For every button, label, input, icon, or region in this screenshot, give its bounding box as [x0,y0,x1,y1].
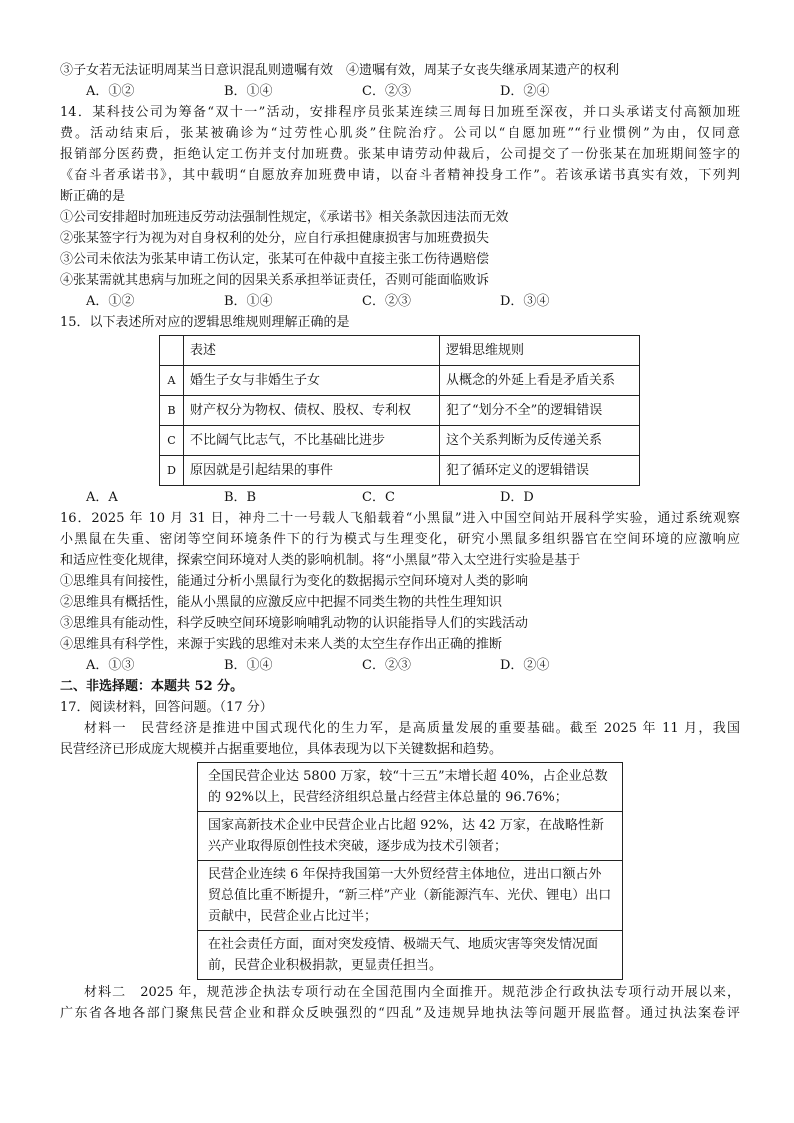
table-cell: 财产权分为物权、债权、股权、专利权 [184,396,440,426]
data-box-item: 全国民营企业达 5800 万家，较“十三五”末增长超 40%，占企业总数的 92%以上，民营经济组织总量占经营主体总量的 96.76%； [198,763,622,812]
data-box-item: 国家高新技术企业中民营企业占比超 92%，达 42 万家，在战略性新兴产业取得原创性技术突破，逐步成为技术引领者； [198,812,622,861]
q15-choice-a[interactable]: A．A [86,490,118,505]
q16-statement-3: ③思维具有能动性，科学反映空间环境影响哺乳动物的认识能指导人们的实践活动 [60,616,529,631]
table-cell: 不比阔气比志气，不比基础比进步 [184,426,440,456]
q16-choice-b[interactable]: B．①④ [224,658,273,673]
table-cell: 犯了“划分不全”的逻辑错误 [440,396,640,426]
q14-choice-b[interactable]: B．①④ [224,294,273,309]
table-header-row [160,336,640,366]
table-cell: 婚生子女与非婚生子女 [184,366,440,396]
q17-material1-line-1: 材料一 民营经济是推进中国式现代化的生力军，是高质量发展的重要基础。截至 2025 年 11 月，我国 [84,721,740,736]
data-box-item: 民营企业连续 6 年保持我国第一大外贸经营主体地位，进出口额占外贸总值比重不断提升，“新三样”产业（新能源汽车、光伏、锂电）出口贡献中，民营企业占比过半； [198,861,622,931]
q17-data-box [197,762,623,980]
data-box-item: 在社会责任方面，面对突发疫情、极端天气、地质灾害等突发情况面前，民营企业积极捐款，更显责任担当。 [208,937,599,973]
q13-choices [60,81,740,102]
table-cell-label: D [160,456,184,486]
q14-stem-line-5: 断正确的是 [60,189,126,204]
q17-material2-line-2: 广东省各地各部门聚焦民营企业和群众反映强烈的“四乱”及违规异地执法等问题开展监督。通过执法案卷评 [60,1006,740,1021]
q14-choice-c[interactable]: C．②③ [362,294,411,309]
table-cell: 犯了循环定义的逻辑错误 [440,456,640,486]
table-cell-label: A [160,366,184,396]
q16-statement-4: ④思维具有科学性，来源于实践的思维对未来人类的太空生存作出正确的推断 [60,637,503,652]
table-cell: 原因就是引起结果的事件 [184,456,440,486]
q16-choices [60,655,740,676]
q15-table [159,335,640,486]
q16-statement-2: ②思维具有概括性，能从小黑鼠的应激反应中把握不同类生物的共性生理知识 [60,595,503,610]
q16-stem-line-2: 小黑鼠在失重、密闭等空间环境条件下的行为模式与生理变化，研究小黑鼠多组织器官在空间环境的应激响应 [60,532,740,547]
q15-choice-b[interactable]: B．B [224,490,257,505]
table-row [160,366,640,396]
q16-statement-1: ①思维具有间接性，能通过分析小黑鼠行为变化的数据揭示空间环境对人类的影响 [60,574,529,589]
q16-choice-d[interactable]: D．②④ [500,658,550,673]
q13-choice-d[interactable]: D．②④ [500,84,550,99]
table-cell-label: C [160,426,184,456]
q15-choice-d[interactable]: D．D [500,490,534,505]
q16-stem-line-1: 16．2025 年 10 月 31 日，神舟二十一号载人飞船载着“小黑鼠”进入中国空间站开展科学实验，通过系统观察 [60,511,740,526]
table-cell: 这个关系判断为反传递关系 [440,426,640,456]
q16-stem-line-3: 和适应性变化规律，探索空间环境对人类的影响机制。将“小黑鼠”带入太空进行实验是基于 [60,553,581,568]
table-header-cell: 逻辑思维规则 [440,336,640,366]
q15-choice-c[interactable]: C．C [362,490,395,505]
q14-stem-line-2: 费。活动结束后，张某被确诊为“过劳性心肌炎”住院治疗。公司以“自愿加班”“行业惯例”为由，仅同意 [60,126,740,141]
q17-stem: 17．阅读材料，回答问题。（17 分） [60,700,273,715]
table-row [160,456,640,486]
q13-choice-c[interactable]: C．②③ [362,84,411,99]
q15-stem: 15．以下表述所对应的逻辑思维规则理解正确的是 [60,315,350,330]
q17-material1-line-2: 民营经济已形成庞大规模并占据重要地位，具体表现为以下关键数据和趋势。 [60,742,503,757]
table-cell: 从概念的外延上看是矛盾关系 [440,366,640,396]
q14-choice-d[interactable]: D．③④ [500,294,550,309]
q13-choice-b[interactable]: B．①④ [224,84,273,99]
q16-choice-a[interactable]: A．①③ [86,658,135,673]
q14-stem-line-4: 《奋斗者承诺书》，其中载明“自愿放弃加班费申请，以奋斗者精神投身工作”。若该承诺书真实有效，下列判 [60,168,740,183]
table-row [160,396,640,426]
q14-stem-line-3: 报销部分医药费，拒绝认定工伤并支付加班费。张某申请劳动仲裁后，公司提交了一份张某在加班期间签字的 [60,147,740,162]
section-heading: 二、非选择题：本题共 52 分。 [60,679,244,694]
table-header-cell: 表述 [184,336,440,366]
q13-statement-line: ③子女若无法证明周某当日意识混乱则遗嘱有效 ④遗嘱有效，周某子女丧失继承周某遗产的权利 [60,63,620,78]
q14-stem-line-1: 14．某科技公司为筹备“双十一”活动，安排程序员张某连续三周每日加班至深夜，并口头承诺支付高额加班 [60,105,740,120]
q15-choices [60,487,740,508]
q14-choices [60,291,740,312]
q13-choice-a[interactable]: A．①② [86,84,135,99]
q14-statement-1: ①公司安排超时加班违反劳动法强制性规定，《承诺书》相关条款因违法而无效 [60,210,509,225]
q17-material2-line-1: 材料二 2025 年，规范涉企执法专项行动在全国范围内全面推开。规范涉企行政执法专项行动开展以来， [84,985,740,1000]
q14-choice-a[interactable]: A．①② [86,294,135,309]
table-row [160,426,640,456]
q14-statement-2: ②张某签字行为视为对自身权利的处分，应自行承担健康损害与加班费损失 [60,231,490,246]
q16-choice-c[interactable]: C．②③ [362,658,411,673]
q14-statement-4: ④张某需就其患病与加班之间的因果关系承担举证责任，否则可能面临败诉 [60,273,490,288]
q14-statement-3: ③公司未依法为张某申请工伤认定，张某可在仲裁中直接主张工伤待遇赔偿 [60,252,490,267]
table-cell-label: B [160,396,184,426]
table-header-cell [160,336,184,366]
